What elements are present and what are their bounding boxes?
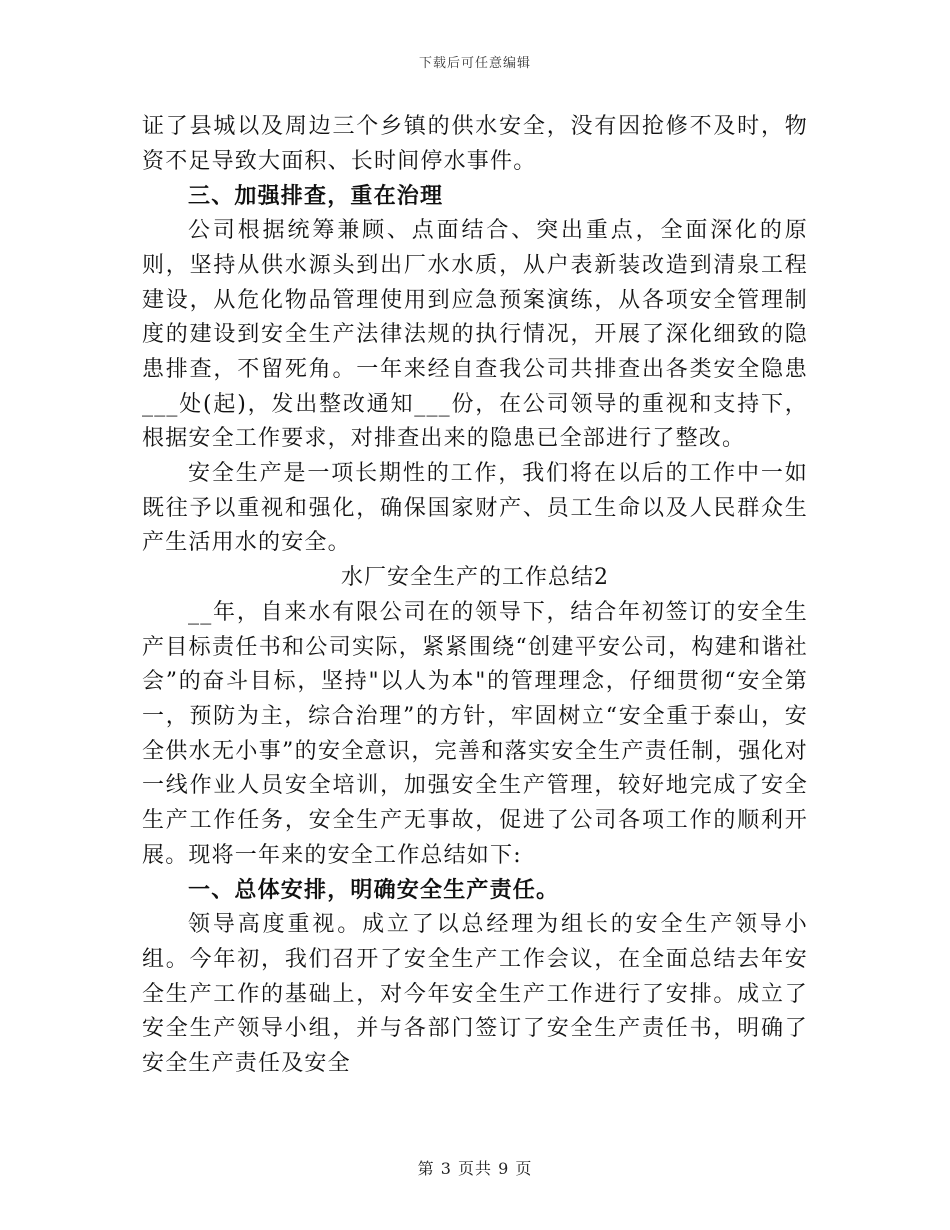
article-title: 水厂安全生产的工作总结2: [341, 565, 609, 591]
page-number: 第 3 页共 9 页: [417, 1159, 533, 1178]
section-heading-1: 一、总体安排，明确安全生产责任。: [188, 877, 560, 904]
paragraph-inspection: 公司根据统筹兼顾、点面结合、突出重点，全面深化的原则，坚持从供水源头到出厂水水质，从户表新装改造到清泉工程建设，从危化物品管理使用到应急预案演练，从各项安全管理制度的建设到安全生产法律法规的执行情况，开展了深化细致的隐患排查，不留死角。一年来经自查我公司共排查出各类安全隐患___处(起)，发出整改通知___份，在公司领导的重视和支持下，根据安全工作要求，对排查出来的隐患已全部进行了整改。: [142, 218, 808, 452]
page-header: 下载后可任意编辑: [418, 56, 531, 71]
paragraph-continuation: 证了县城以及周边三个乡镇的供水安全，没有因抢修不及时，物资不足导致大面积、长时间停水事件。: [142, 114, 808, 174]
paragraph-intro: __年，自来水有限公司在的领导下，结合年初签订的安全生产目标责任书和公司实际，紧紧围绕“创建平安公司，构建和谐社会”的奋斗目标，坚持"以人为本"的管理理念，仔细贯彻“安全第一，预防为主，综合治理”的方针，牢固树立“安全重于泰山，安全供水无小事”的安全意识，完善和落实安全生产责任制，强化对一线作业人员安全培训，加强安全生产管理，较好地完成了安全生产工作任务，安全生产无事故，促进了公司各项工作的顺利开展。现将一年来的安全工作总结如下:: [142, 599, 808, 868]
paragraph-leadership: 领导高度重视。成立了以总经理为组长的安全生产领导小组。今年初，我们召开了安全生产工作会议，在全面总结去年安全生产工作的基础上，对今年安全生产工作进行了安排。成立了安全生产领导小组，并与各部门签订了安全生产责任书，明确了安全生产责任及安全: [142, 912, 808, 1076]
document-body: [142, 110, 808, 1082]
section-heading-3: 三、加强排查，重在治理: [188, 183, 444, 210]
paragraph-conclusion: 安全生产是一项长期性的工作，我们将在以后的工作中一如既往予以重视和强化，确保国家财产、员工生命以及人民群众生产生活用水的安全。: [142, 461, 808, 556]
